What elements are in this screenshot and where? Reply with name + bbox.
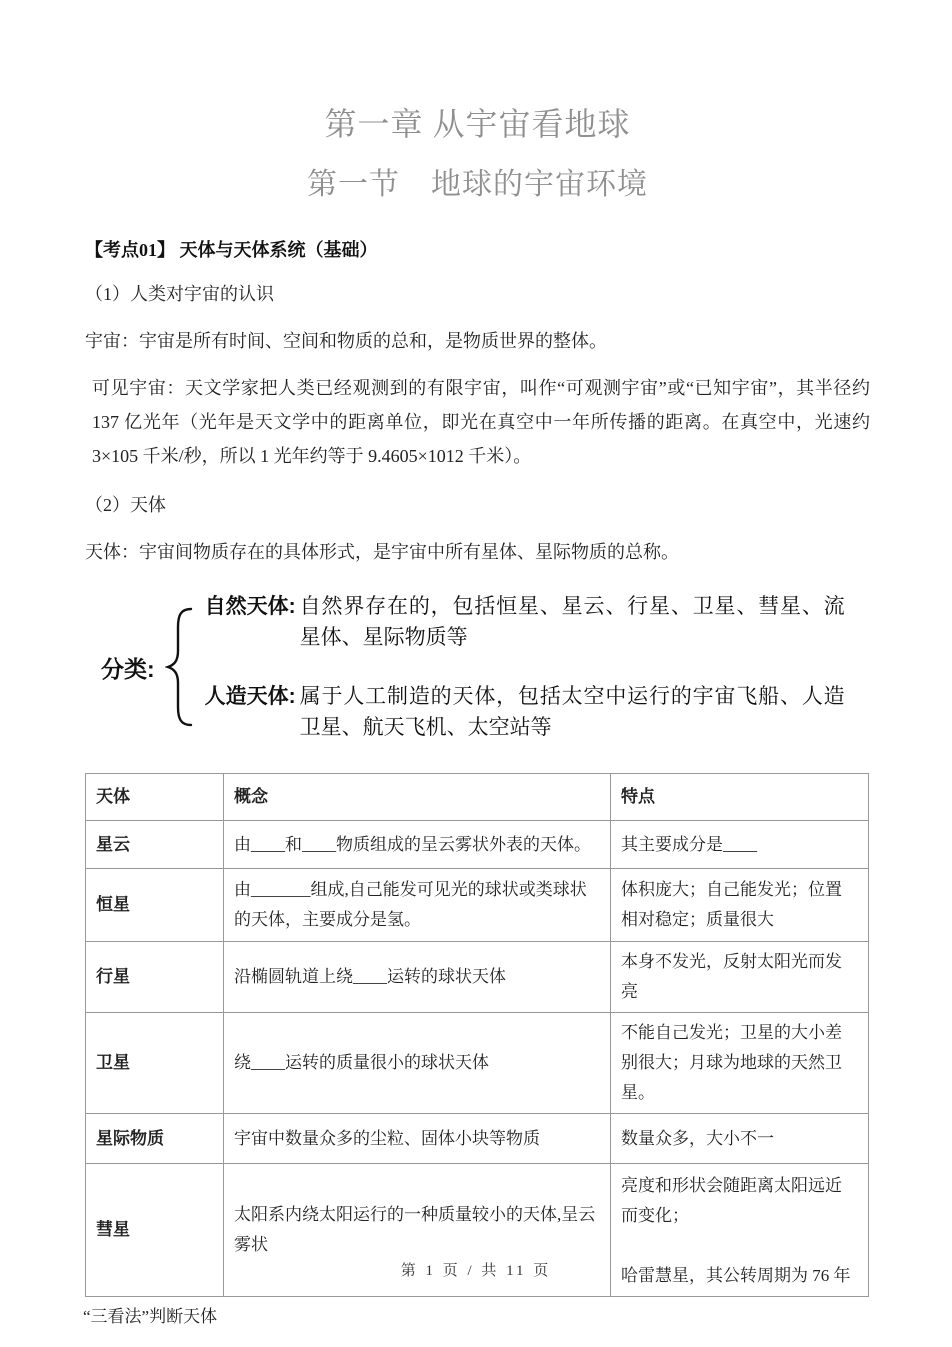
row-name: 星际物质	[86, 1114, 224, 1164]
item2-heading: （2）天体	[85, 495, 166, 515]
universe-definition: 宇宙：宇宙是所有时间、空间和物质的总和，是物质世界的整体。	[85, 331, 607, 351]
row-concept: 沿椭圆轨道上绕____运转的球状天体	[224, 942, 611, 1013]
table-row	[86, 1114, 869, 1164]
row-feature: 数量众多，大小不一	[611, 1114, 869, 1164]
page-footer: 第 1 页 / 共 11 页	[400, 1263, 552, 1279]
row-name: 行星	[86, 942, 224, 1013]
row-name: 恒星	[86, 869, 224, 942]
row-concept: 宇宙中数量众多的尘粒、固体小块等物质	[224, 1114, 611, 1164]
chapter-title: 第一章 从宇宙看地球	[324, 106, 631, 142]
item1-heading: （1）人类对宇宙的认识	[85, 284, 274, 304]
row-concept: 由____和____物质组成的呈云雾状外表的天体。	[224, 821, 611, 869]
row-feature: 其主要成分是____	[611, 821, 869, 869]
celestial-definition: 天体：宇宙间物质存在的具体形式，是宇宙中所有星体、星际物质的总称。	[85, 542, 679, 562]
branch-desc: 属于人工制造的天体，包括太空中运行的宇宙飞船、人造卫星、航天飞机、太空站等	[299, 685, 845, 739]
celestial-bodies-table	[85, 773, 869, 1297]
branch-term: 人造天体:	[204, 685, 296, 708]
column-header-feature: 特点	[611, 774, 869, 821]
column-header-concept: 概念	[224, 774, 611, 821]
row-concept: 由_______组成,自己能发可见光的球状或类球状的天体，主要成分是氢。	[224, 869, 611, 942]
table-header-row	[86, 774, 869, 821]
row-feature: 不能自己发光；卫星的大小差别很大；月球为地球的天然卫星。	[611, 1013, 869, 1114]
table-row	[86, 942, 869, 1013]
after-table-note: “三看法”判断天体	[83, 1307, 218, 1326]
branch-natural	[205, 591, 845, 653]
table-row	[86, 869, 869, 942]
row-feature: 本身不发光，反射太阳光而发亮	[611, 942, 869, 1013]
row-concept: 太阳系内绕太阳运行的一种质量较小的天体,呈云雾状	[224, 1164, 611, 1297]
table-row	[86, 1013, 869, 1114]
diagram-branches	[205, 591, 845, 743]
section-title: 第一节 地球的宇宙环境	[307, 168, 648, 201]
branch-artificial	[205, 681, 845, 743]
row-feature: 体积庞大；自己能发光；位置相对稳定；质量很大	[611, 869, 869, 942]
classification-diagram	[101, 591, 870, 743]
row-concept: 绕____运转的质量很小的球状天体	[224, 1013, 611, 1114]
diagram-label: 分类:	[101, 655, 155, 682]
branch-term: 自然天体:	[204, 595, 296, 618]
branch-desc: 自然界存在的，包括恒星、星云、行星、卫星、彗星、流星体、星际物质等	[299, 595, 845, 649]
feature-paragraph: 亮度和形状会随距离太阳远近而变化；	[621, 1176, 842, 1225]
table-row	[86, 821, 869, 869]
topic-heading: 【考点01】 天体与天体系统（基础）	[85, 240, 378, 260]
feature-paragraph: 哈雷慧星，其公转周期为 76 年	[621, 1266, 851, 1285]
left-brace-icon	[165, 606, 195, 728]
row-name: 星云	[86, 821, 224, 869]
visible-universe-paragraph: 可见宇宙：天文学家把人类已经观测到的有限宇宙，叫作“可观测宇宙”或“已知宇宙”，其半径约 137 亿光年（光年是天文学中的距离单位，即光在真空中一年所传播的距离。在真空中，光速约 3×105 千米/秒，所以 1 光年约等于 9.4605×1012 千米）。	[92, 378, 870, 466]
column-header-body: 天体	[86, 774, 224, 821]
row-name: 卫星	[86, 1013, 224, 1114]
row-name: 彗星	[86, 1164, 224, 1297]
